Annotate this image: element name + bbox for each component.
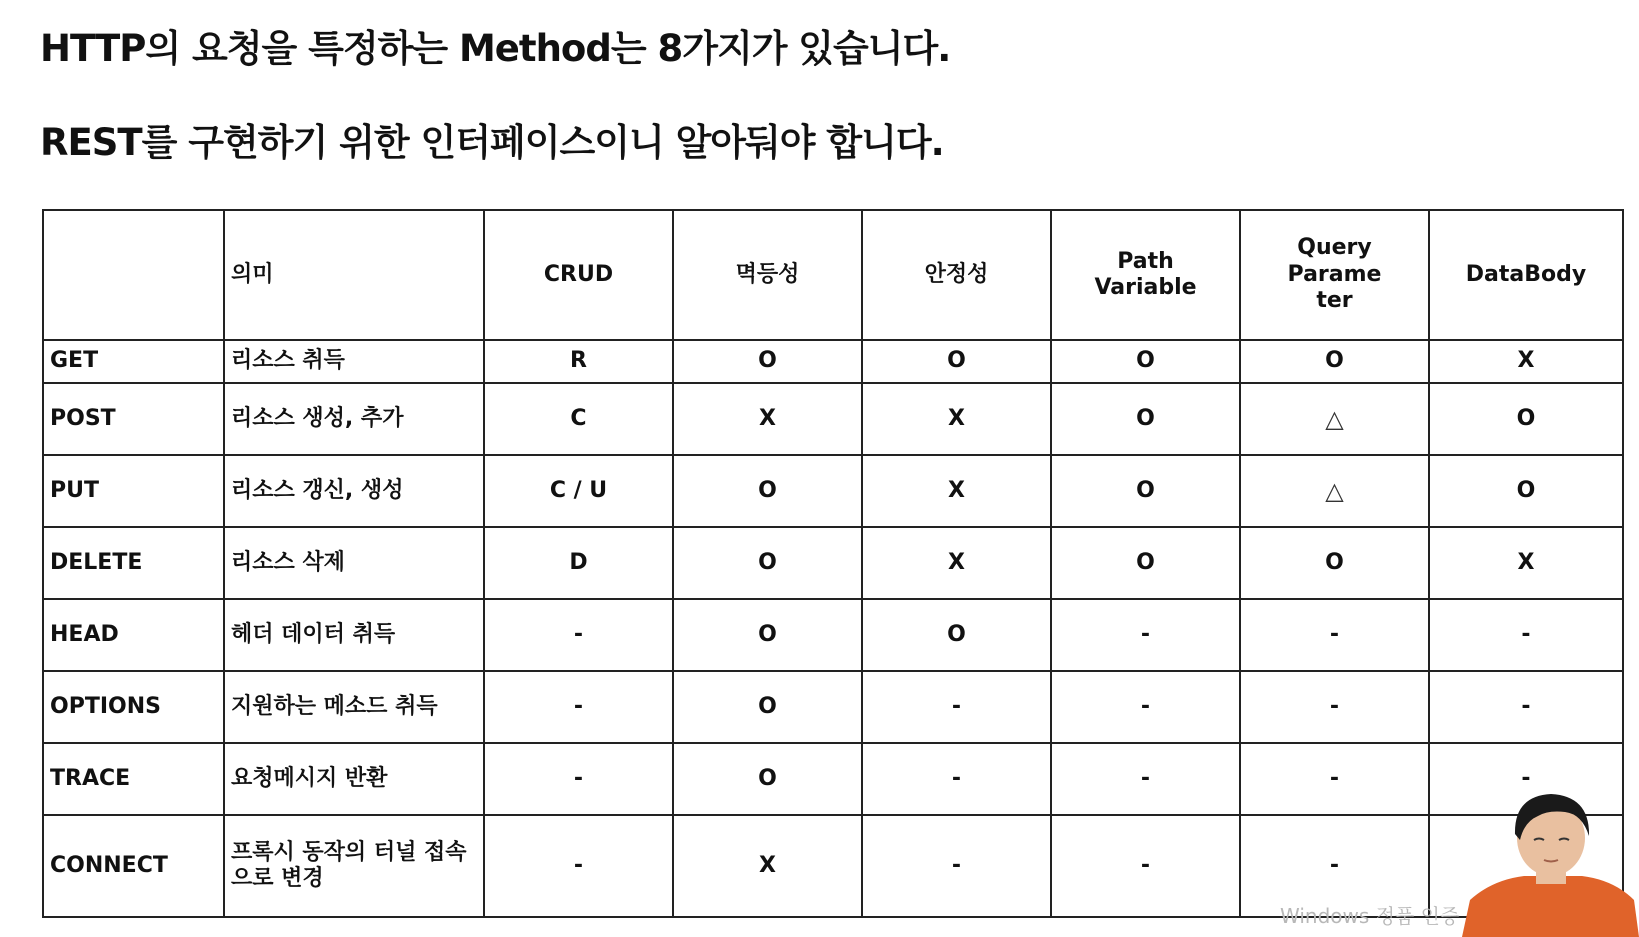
path-variable-cell: O xyxy=(1051,340,1240,383)
http-methods-table xyxy=(42,209,1624,918)
method-cell: TRACE xyxy=(43,743,224,815)
meaning-cell: 지원하는 메소드 취득 xyxy=(224,671,484,743)
path-variable-cell: O xyxy=(1051,383,1240,455)
query-parameter-cell: - xyxy=(1240,599,1429,671)
crud-cell: - xyxy=(484,671,673,743)
crud-cell: C xyxy=(484,383,673,455)
path-variable-cell: - xyxy=(1051,815,1240,917)
table-row-head xyxy=(43,599,1623,671)
header-method xyxy=(43,210,224,340)
table-row-options xyxy=(43,671,1623,743)
method-cell: DELETE xyxy=(43,527,224,599)
data-body-cell: X xyxy=(1429,527,1623,599)
method-cell: HEAD xyxy=(43,599,224,671)
safe-cell: X xyxy=(862,383,1051,455)
safe-cell: - xyxy=(862,815,1051,917)
crud-cell: - xyxy=(484,743,673,815)
safe-cell: O xyxy=(862,340,1051,383)
meaning-line2: 으로 변경 xyxy=(231,866,324,891)
safe-cell: - xyxy=(862,671,1051,743)
data-body-cell: O xyxy=(1429,383,1623,455)
path-variable-cell: O xyxy=(1051,527,1240,599)
query-parameter-cell: O xyxy=(1240,527,1429,599)
path-variable-cell: - xyxy=(1051,743,1240,815)
crud-cell: R xyxy=(484,340,673,383)
meaning-cell: 헤더 데이터 취득 xyxy=(224,599,484,671)
idempotent-cell: O xyxy=(673,743,862,815)
presenter-shirt xyxy=(1462,876,1639,937)
safe-cell: X xyxy=(862,455,1051,527)
table-row-post xyxy=(43,383,1623,455)
path-variable-cell: - xyxy=(1051,671,1240,743)
query-parameter-cell: - xyxy=(1240,743,1429,815)
meaning-cell: 리소스 갱신, 생성 xyxy=(224,455,484,527)
table-row-put xyxy=(43,455,1623,527)
header-safe: 안정성 xyxy=(862,210,1051,340)
header-crud: CRUD xyxy=(484,210,673,340)
crud-cell: C / U xyxy=(484,455,673,527)
meaning-cell: 요청메시지 반환 xyxy=(224,743,484,815)
method-cell: OPTIONS xyxy=(43,671,224,743)
idempotent-cell: O xyxy=(673,340,862,383)
data-body-cell: - xyxy=(1429,743,1623,815)
slide-heading-line2: REST를 구현하기 위한 인터페이스이니 알아둬야 합니다. xyxy=(40,121,944,164)
table-header-row xyxy=(43,210,1623,340)
header-query-parameter xyxy=(1240,210,1429,340)
safe-cell: X xyxy=(862,527,1051,599)
query-parameter-cell: - xyxy=(1240,815,1429,917)
meaning-line1: 프록시 동작의 터널 접속 xyxy=(231,839,467,865)
crud-cell: D xyxy=(484,527,673,599)
data-body-cell: O xyxy=(1429,455,1623,527)
query-parameter-cell: △ xyxy=(1240,383,1429,455)
table-row-get xyxy=(43,340,1623,383)
windows-activation-watermark: Windows 정품 인증 xyxy=(1280,904,1460,928)
meaning-cell: 리소스 삭제 xyxy=(224,527,484,599)
idempotent-cell: X xyxy=(673,815,862,917)
method-cell: PUT xyxy=(43,455,224,527)
header-query-parameter-line2: ter xyxy=(1316,288,1353,314)
idempotent-cell: O xyxy=(673,599,862,671)
crud-cell: - xyxy=(484,599,673,671)
meaning-cell: 리소스 생성, 추가 xyxy=(224,383,484,455)
presenter-webcam-overlay xyxy=(1462,788,1639,937)
data-body-cell: - xyxy=(1429,671,1623,743)
header-path-variable-line2: Variable xyxy=(1094,275,1197,300)
data-body-cell: - xyxy=(1429,599,1623,671)
safe-cell: O xyxy=(862,599,1051,671)
header-meaning: 의미 xyxy=(224,210,484,340)
safe-cell: - xyxy=(862,743,1051,815)
meaning-cell: 리소스 취득 xyxy=(224,340,484,383)
method-cell: CONNECT xyxy=(43,815,224,917)
header-idempotent: 멱등성 xyxy=(673,210,862,340)
header-path-variable-line1: Path xyxy=(1117,248,1174,274)
query-parameter-cell: O xyxy=(1240,340,1429,383)
table-row-trace xyxy=(43,743,1623,815)
header-query-parameter-line1: Query Parame xyxy=(1287,235,1382,287)
query-parameter-cell: △ xyxy=(1240,455,1429,527)
idempotent-cell: O xyxy=(673,527,862,599)
method-cell: POST xyxy=(43,383,224,455)
path-variable-cell: O xyxy=(1051,455,1240,527)
query-parameter-cell: - xyxy=(1240,671,1429,743)
data-body-cell: X xyxy=(1429,340,1623,383)
table-row-delete xyxy=(43,527,1623,599)
method-cell: GET xyxy=(43,340,224,383)
idempotent-cell: O xyxy=(673,455,862,527)
crud-cell: - xyxy=(484,815,673,917)
slide-heading-line1: HTTP의 요청을 특정하는 Method는 8가지가 있습니다. xyxy=(40,27,951,70)
idempotent-cell: O xyxy=(673,671,862,743)
meaning-cell xyxy=(224,815,484,917)
header-path-variable xyxy=(1051,210,1240,340)
idempotent-cell: X xyxy=(673,383,862,455)
path-variable-cell: - xyxy=(1051,599,1240,671)
header-data-body: DataBody xyxy=(1429,210,1623,340)
